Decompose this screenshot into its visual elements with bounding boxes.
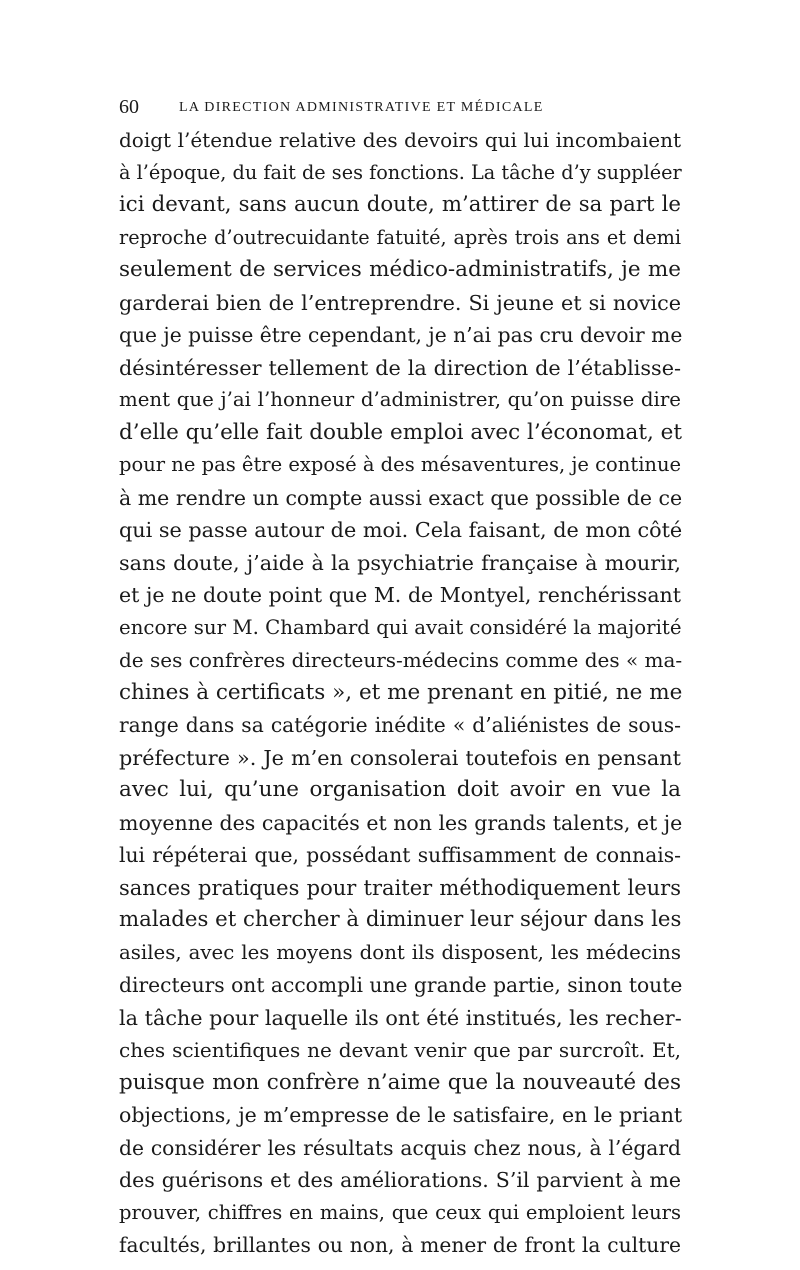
text-line: encore sur M. Chambard qui avait considéré la majorité (119, 615, 682, 639)
text-line: asiles, avec les moyens dont ils disposent, les médecins (119, 940, 681, 964)
text-line: doigt l’étendue relative des devoirs qui lui incombaient (119, 128, 681, 152)
text-line: d’elle qu’elle fait double emploi avec l’économat, et (119, 419, 683, 445)
text-line: sances pratiques pour traiter méthodiquement leurs (119, 875, 681, 900)
text-line: avec lui, qu’une organisation doit avoir en vue la (119, 777, 681, 802)
text-line: reproche d’outrecuidante fatuité, après trois ans et demi (119, 225, 681, 249)
text-line: de considérer les résultats acquis chez nous, à l’égard (119, 1135, 681, 1160)
text-line: facultés, brillantes ou non, à mener de front la culture (119, 1233, 681, 1257)
text-line: garderai bien de l’entreprendre. Si jeune et si novice (119, 290, 681, 315)
text-line: lui répéterai que, possédant suffisamment de connais- (119, 843, 681, 867)
text-line: des guérisons et des améliorations. S’il parvient à me (119, 1168, 681, 1192)
text-line: sans doute, j’aide à la psychiatrie française à mourir, (119, 550, 681, 575)
text-line: à me rendre un compte aussi exact que possible de ce (119, 485, 683, 510)
text-line: de ses confrères directeurs-médecins comme des « ma- (119, 648, 683, 672)
body-text (119, 124, 681, 1262)
text-line: seulement de services médico-administratifs, je me (119, 257, 681, 282)
text-line: puisque mon confrère n’aime que la nouveauté des (119, 1069, 681, 1095)
text-line: ches scientifiques ne devant venir que par surcroît. Et, (119, 1038, 681, 1062)
text-line: prouver, chiffres en mains, que ceux qui emploient leurs (119, 1200, 681, 1224)
text-line: range dans sa catégorie inédite « d’aliénistes de sous- (119, 713, 681, 737)
text-line: à l’époque, du fait de ses fonctions. La tâche d’y suppléer (119, 160, 682, 184)
text-line: malades et chercher à diminuer leur séjour dans les (119, 907, 682, 932)
page-number: 60 (119, 96, 139, 118)
text-line: qui se passe autour de moi. Cela faisant, de mon côté (119, 518, 683, 542)
text-line: directeurs ont accompli une grande partie, sinon toute (119, 973, 683, 997)
text-line: et je ne doute point que M. de Montyel, renchérissant (119, 583, 681, 607)
text-line: la tâche pour laquelle ils ont été institués, les recher- (119, 1005, 682, 1030)
text-line: ment que j’ai l’honneur d’administrer, qu’on puisse dire (119, 388, 681, 411)
text-line: chines à certificats », et me prenant en pitié, ne me (119, 679, 683, 705)
text-line: préfecture ». Je m’en consolerai toutefois en pensant (119, 745, 681, 770)
text-line: désintéresser tellement de la direction de l’établisse- (119, 355, 681, 380)
text-line: ici devant, sans aucun doute, m’attirer de sa part le (119, 192, 681, 217)
running-title: LA DIRECTION ADMINISTRATIVE ET MÉDICALE (179, 100, 544, 115)
text-line: que je puisse être cependant, je n’ai pas cru devoir me (119, 323, 683, 347)
page-header (119, 92, 681, 122)
text-line: moyenne des capacités et non les grands talents, et je (119, 810, 683, 835)
text-line: pour ne pas être exposé à des mésaventures, je continue (119, 453, 682, 476)
text-line: objections, je m’empresse de le satisfaire, en le priant (119, 1103, 683, 1127)
